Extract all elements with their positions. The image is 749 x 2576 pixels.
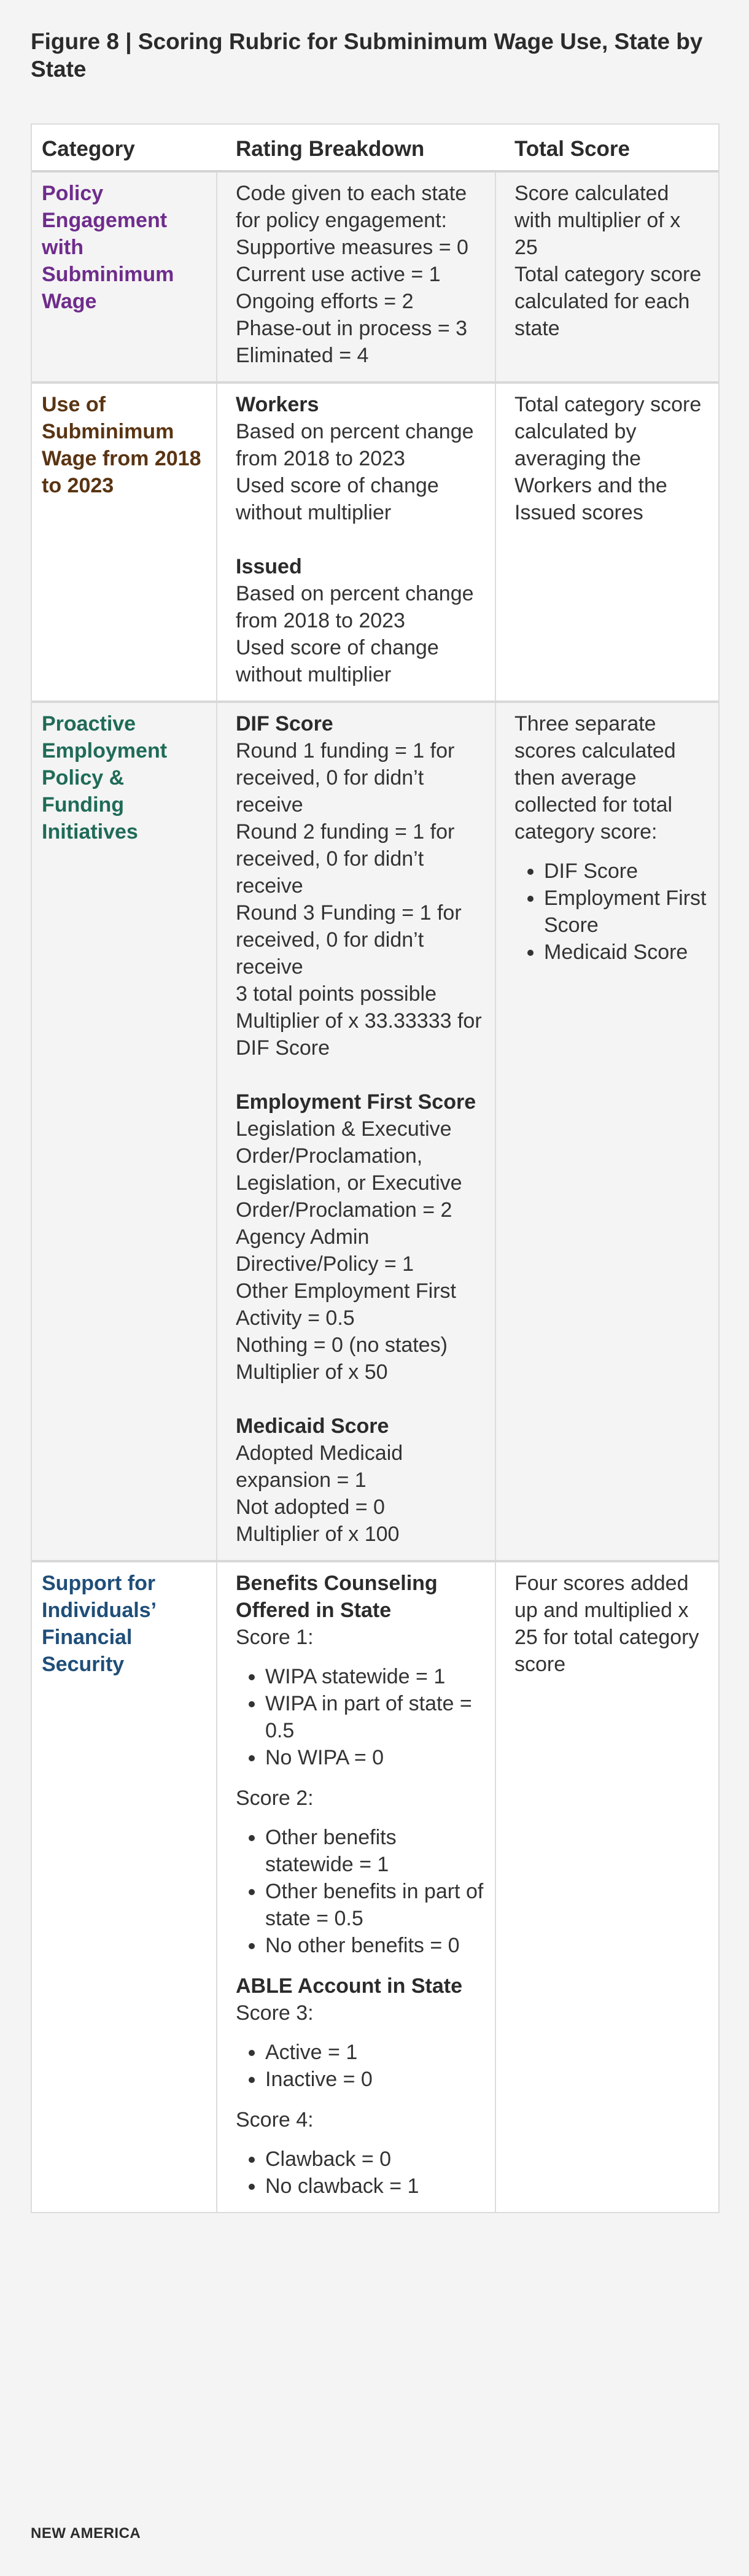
category-label: Use of Subminimum Wage from 2018 to 2023 bbox=[42, 393, 201, 497]
score2-list bbox=[236, 1824, 485, 1959]
list-item: • No clawback = 1 bbox=[265, 2173, 485, 2200]
subheading-employment-first: Employment First Score bbox=[236, 1090, 476, 1114]
header-category: Category bbox=[42, 137, 135, 161]
score1-list bbox=[236, 1663, 485, 1771]
table-row-use bbox=[32, 384, 718, 703]
cell-rating bbox=[216, 384, 495, 700]
score-label: Score 4: bbox=[236, 2108, 314, 2132]
table-row-support bbox=[32, 1562, 718, 2212]
rating-line: Code given to each state for policy engagement: bbox=[236, 182, 467, 232]
rating-line: Round 2 funding = 1 for received, 0 for didn’t receive bbox=[236, 820, 455, 898]
cell-category bbox=[32, 703, 216, 1560]
total-line: Four scores added up and multiplied x 25 for total category score bbox=[514, 1572, 699, 1676]
cell-total bbox=[495, 1562, 718, 2212]
rating-line: Round 3 Funding = 1 for received, 0 for didn’t receive bbox=[236, 901, 462, 979]
list-item: • No other benefits = 0 bbox=[265, 1932, 485, 1959]
score3-list bbox=[236, 2039, 485, 2093]
category-label: Policy Engagement with Subminimum Wage bbox=[42, 182, 174, 313]
total-line: Total category score calculated by averaging the Workers and the Issued scores bbox=[514, 393, 702, 524]
total-line: Three separate scores calculated then average collected for total category score: bbox=[514, 712, 676, 844]
list-item: • Other benefits statewide = 1 bbox=[265, 1824, 485, 1878]
rating-line: Used score of change without multiplier bbox=[236, 474, 439, 524]
subheading-issued: Issued bbox=[236, 555, 302, 578]
list-item: • Employment First Score bbox=[544, 885, 708, 939]
score4-list bbox=[236, 2146, 485, 2200]
list-item: • DIF Score bbox=[544, 858, 708, 885]
header-rating: Rating Breakdown bbox=[236, 137, 425, 161]
list-item: • No WIPA = 0 bbox=[265, 1744, 485, 1771]
cell-category bbox=[32, 173, 216, 381]
table-row-policy bbox=[32, 173, 718, 384]
list-item: • Medicaid Score bbox=[544, 939, 708, 966]
figure-title: Figure 8 | Scoring Rubric for Subminimum Wage Use, State by State bbox=[31, 29, 703, 82]
table-row-proactive bbox=[32, 703, 718, 1562]
rating-line: Legislation & Executive Order/Proclamation, Legislation, or Executive Order/Proclamation = 2 bbox=[236, 1117, 462, 1222]
subheading-workers: Workers bbox=[236, 393, 319, 416]
rating-line: Phase-out in process = 3 bbox=[236, 317, 468, 340]
cell-total bbox=[495, 173, 718, 381]
total-line: Score calculated with multiplier of x 25 bbox=[514, 182, 681, 259]
cell-category bbox=[32, 384, 216, 700]
list-item: • Other benefits in part of state = 0.5 bbox=[265, 1878, 485, 1932]
cell-total bbox=[495, 384, 718, 700]
rating-line: Current use active = 1 bbox=[236, 263, 441, 286]
cell-rating bbox=[216, 173, 495, 381]
cell-rating bbox=[216, 703, 495, 1560]
rating-line: Not adopted = 0 bbox=[236, 1496, 385, 1519]
list-item: • WIPA statewide = 1 bbox=[265, 1663, 485, 1690]
rating-line: Other Employment First Activity = 0.5 bbox=[236, 1279, 456, 1330]
table-header bbox=[32, 125, 718, 173]
rating-line: Adopted Medicaid expansion = 1 bbox=[236, 1441, 403, 1492]
total-score-list bbox=[514, 858, 708, 966]
list-item: • WIPA in part of state = 0.5 bbox=[265, 1690, 485, 1744]
subheading-benefits: Benefits Counseling Offered in State bbox=[236, 1572, 438, 1622]
rating-line: Ongoing efforts = 2 bbox=[236, 290, 414, 313]
rubric-table bbox=[31, 123, 720, 2213]
rating-line: Multiplier of x 33.33333 for DIF Score bbox=[236, 1009, 482, 1060]
rating-line: Based on percent change from 2018 to 2023 bbox=[236, 582, 474, 632]
category-label: Proactive Employment Policy & Funding Initiatives bbox=[42, 712, 168, 844]
cell-category bbox=[32, 1562, 216, 2212]
rating-line: Eliminated = 4 bbox=[236, 344, 369, 367]
rating-line: Round 1 funding = 1 for received, 0 for didn’t receive bbox=[236, 739, 455, 817]
score-label: Score 2: bbox=[236, 1787, 314, 1810]
category-label: Support for Individuals’ Financial Security bbox=[42, 1572, 156, 1676]
rating-line: Used score of change without multiplier bbox=[236, 636, 439, 686]
subheading-dif: DIF Score bbox=[236, 712, 333, 735]
footer-brand: NEW AMERICA bbox=[31, 2525, 141, 2542]
rating-line: Based on percent change from 2018 to 2023 bbox=[236, 420, 474, 470]
rating-line: Multiplier of x 50 bbox=[236, 1360, 388, 1384]
subheading-able: ABLE Account in State bbox=[236, 1974, 462, 1998]
total-line: Total category score calculated for each state bbox=[514, 263, 702, 340]
rating-line: Multiplier of x 100 bbox=[236, 1523, 400, 1546]
rating-line: Supportive measures = 0 bbox=[236, 236, 468, 259]
score-label: Score 1: bbox=[236, 1626, 314, 1649]
rating-line: Nothing = 0 (no states) bbox=[236, 1333, 448, 1357]
list-item: • Inactive = 0 bbox=[265, 2066, 485, 2093]
score-label: Score 3: bbox=[236, 2001, 314, 2025]
cell-rating bbox=[216, 1562, 495, 2212]
subheading-medicaid: Medicaid Score bbox=[236, 1414, 389, 1438]
cell-total bbox=[495, 703, 718, 1560]
rating-line: 3 total points possible bbox=[236, 982, 437, 1006]
list-item: • Active = 1 bbox=[265, 2039, 485, 2066]
rating-line: Agency Admin Directive/Policy = 1 bbox=[236, 1225, 414, 1276]
header-total: Total Score bbox=[514, 137, 631, 161]
list-item: • Clawback = 0 bbox=[265, 2146, 485, 2173]
